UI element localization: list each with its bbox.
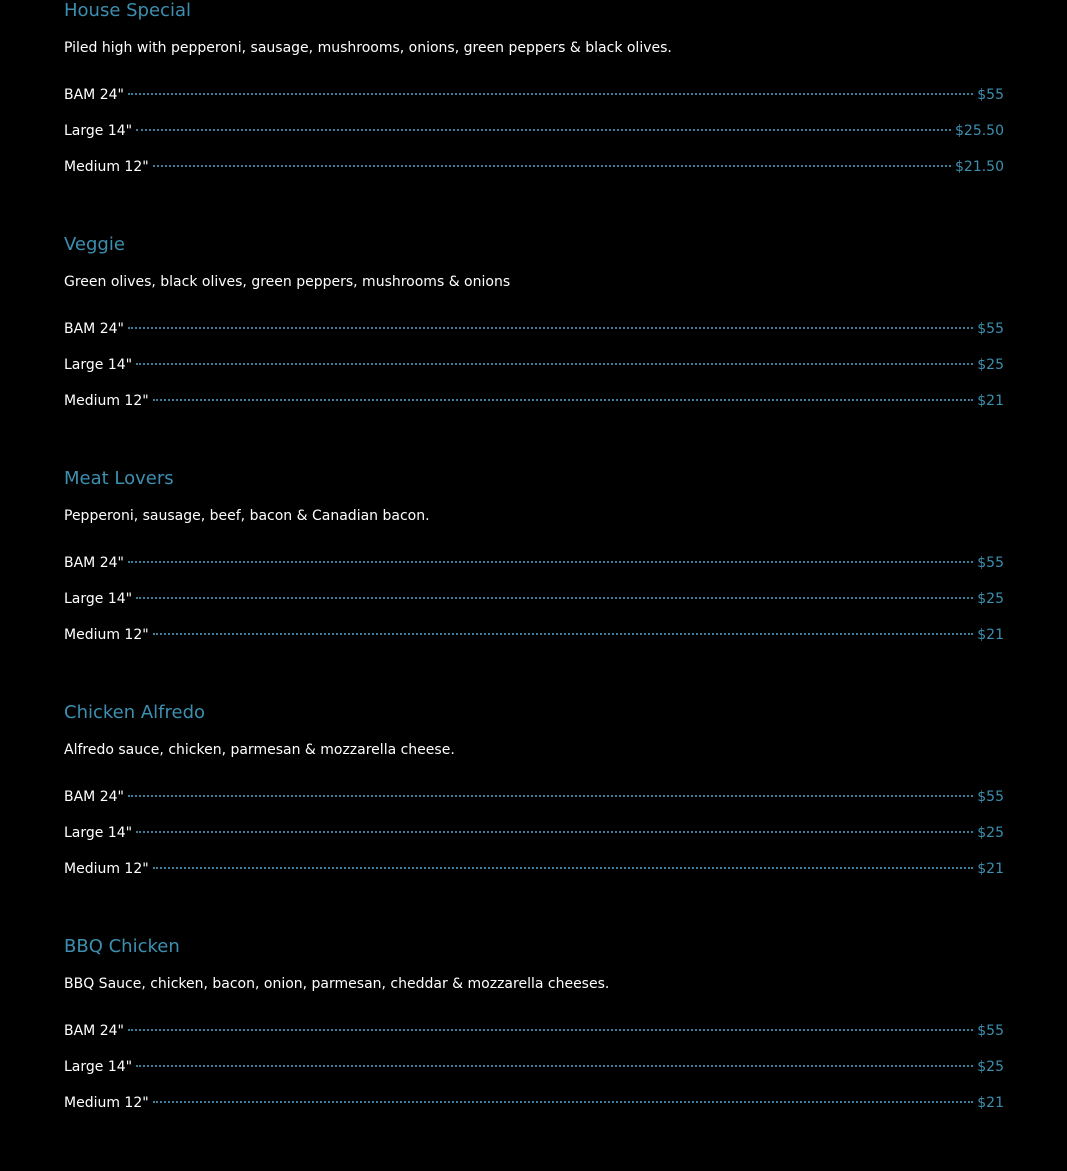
- menu-section-house-special: [64, 0, 1004, 232]
- section-description: Green olives, black olives, green peppers, mushrooms & onions: [64, 274, 511, 290]
- leader-dots: [153, 165, 951, 167]
- section-description: BBQ Sauce, chicken, bacon, onion, parmesan, cheddar & mozzarella cheeses.: [64, 976, 610, 992]
- section-title: House Special: [64, 0, 191, 21]
- menu-section-chicken-alfredo: [64, 700, 1004, 934]
- price-row: [64, 1021, 1004, 1041]
- price-value: $25.50: [955, 123, 1004, 139]
- section-title: Veggie: [64, 234, 125, 255]
- leader-dots: [153, 633, 974, 635]
- price-row: [64, 121, 1004, 141]
- leader-dots: [128, 561, 973, 563]
- price-value: $21: [977, 627, 1004, 643]
- price-value: $25: [977, 591, 1004, 607]
- section-description: Alfredo sauce, chicken, parmesan & mozzarella cheese.: [64, 742, 455, 758]
- leader-dots: [153, 1101, 974, 1103]
- pizza-menu: [64, 0, 1004, 1168]
- leader-dots: [128, 93, 973, 95]
- price-value: $55: [977, 1023, 1004, 1039]
- size-label: BAM 24": [64, 555, 124, 571]
- size-label: Medium 12": [64, 159, 149, 175]
- price-value: $21: [977, 861, 1004, 877]
- size-label: Medium 12": [64, 1095, 149, 1111]
- leader-dots: [136, 831, 973, 833]
- leader-dots: [153, 399, 974, 401]
- price-row: [64, 859, 1004, 879]
- price-row: [64, 319, 1004, 339]
- size-label: BAM 24": [64, 789, 124, 805]
- section-title: Chicken Alfredo: [64, 702, 206, 723]
- leader-dots: [136, 363, 973, 365]
- section-title: Meat Lovers: [64, 468, 174, 489]
- leader-dots: [128, 327, 973, 329]
- section-description: Piled high with pepperoni, sausage, mushrooms, onions, green peppers & black olives.: [64, 40, 672, 56]
- menu-section-meat-lovers: [64, 466, 1004, 700]
- size-label: Large 14": [64, 591, 133, 607]
- price-row: [64, 823, 1004, 843]
- size-label: Medium 12": [64, 627, 149, 643]
- price-row: [64, 355, 1004, 375]
- menu-section-bbq-chicken: [64, 934, 1004, 1168]
- price-row: [64, 85, 1004, 105]
- leader-dots: [136, 597, 973, 599]
- leader-dots: [136, 129, 951, 131]
- price-row: [64, 157, 1004, 177]
- price-value: $25: [977, 1059, 1004, 1075]
- price-value: $25: [977, 825, 1004, 841]
- price-value: $55: [977, 789, 1004, 805]
- size-label: BAM 24": [64, 87, 124, 103]
- leader-dots: [128, 795, 973, 797]
- leader-dots: [136, 1065, 973, 1067]
- price-row: [64, 625, 1004, 645]
- leader-dots: [128, 1029, 973, 1031]
- price-value: $55: [977, 321, 1004, 337]
- price-value: $21.50: [955, 159, 1004, 175]
- section-title: BBQ Chicken: [64, 936, 180, 957]
- size-label: BAM 24": [64, 1023, 124, 1039]
- price-row: [64, 589, 1004, 609]
- size-label: Large 14": [64, 1059, 133, 1075]
- size-label: Medium 12": [64, 861, 149, 877]
- menu-section-veggie: [64, 232, 1004, 466]
- size-label: Large 14": [64, 357, 133, 373]
- price-row: [64, 1057, 1004, 1077]
- price-row: [64, 1093, 1004, 1113]
- price-row: [64, 391, 1004, 411]
- size-label: BAM 24": [64, 321, 124, 337]
- price-value: $25: [977, 357, 1004, 373]
- price-value: $21: [977, 1095, 1004, 1111]
- price-row: [64, 553, 1004, 573]
- price-value: $55: [977, 87, 1004, 103]
- size-label: Medium 12": [64, 393, 149, 409]
- size-label: Large 14": [64, 825, 133, 841]
- leader-dots: [153, 867, 974, 869]
- price-value: $55: [977, 555, 1004, 571]
- size-label: Large 14": [64, 123, 133, 139]
- price-value: $21: [977, 393, 1004, 409]
- section-description: Pepperoni, sausage, beef, bacon & Canadian bacon.: [64, 508, 430, 524]
- price-row: [64, 787, 1004, 807]
